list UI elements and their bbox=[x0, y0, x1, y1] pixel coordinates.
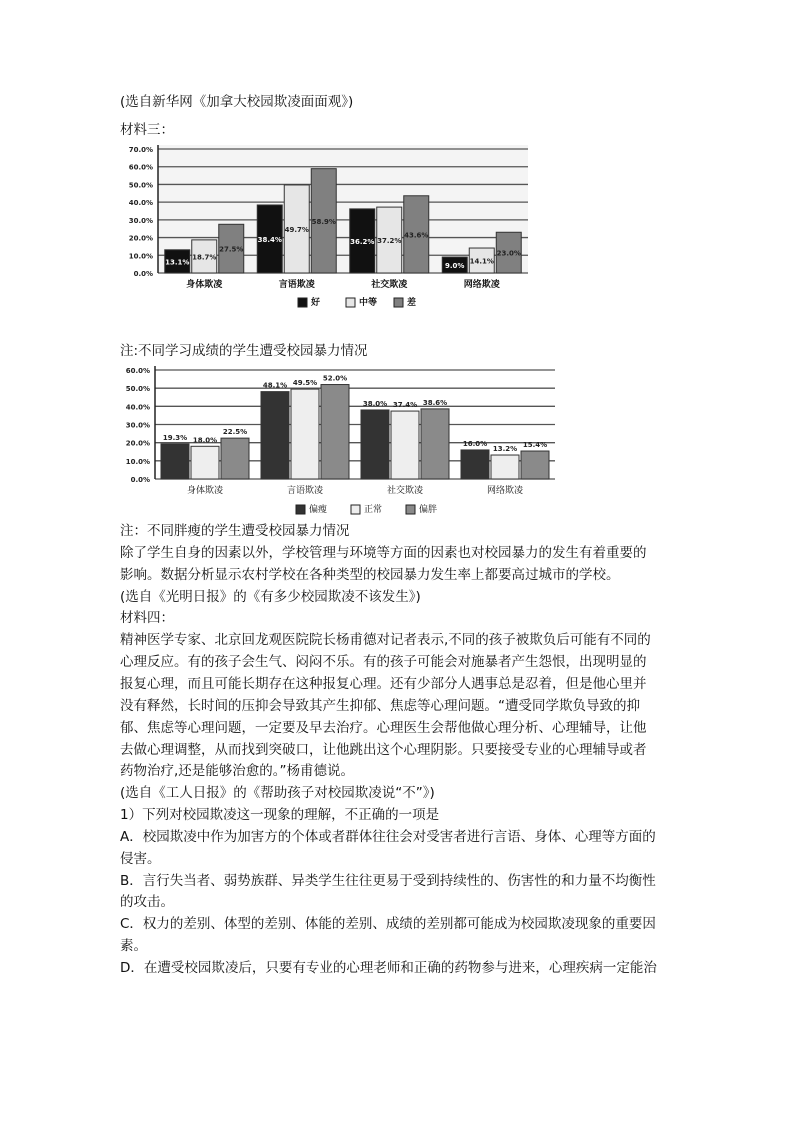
data-label: 58.9% bbox=[311, 217, 336, 226]
data-label: 14.1% bbox=[469, 257, 494, 266]
body-line: 1）下列对校园欺凌这一现象的理解，不正确的一项是 bbox=[120, 807, 440, 824]
bar-正常 bbox=[291, 389, 319, 479]
legend-label: 偏胖 bbox=[419, 505, 438, 515]
y-tick-label: 30.0% bbox=[125, 421, 150, 430]
legend-swatch bbox=[346, 298, 355, 307]
chart-grades bbox=[118, 140, 538, 312]
data-label: 43.6% bbox=[404, 231, 429, 240]
body-line: 素。 bbox=[120, 938, 147, 955]
y-tick-label: 20.0% bbox=[125, 439, 150, 448]
y-tick-label: 60.0% bbox=[128, 163, 153, 172]
data-label: 37.4% bbox=[392, 401, 418, 410]
body-line: 的攻击。 bbox=[120, 894, 174, 911]
legend-swatch bbox=[351, 505, 360, 514]
body-line: C．权力的差别、体型的差别、体能的差别、成绩的差别都可能成为校园欺凌现象的重要因 bbox=[120, 916, 656, 933]
data-label: 38.4% bbox=[257, 235, 282, 244]
body-line: 侵害。 bbox=[120, 850, 161, 867]
data-label: 15.4% bbox=[522, 441, 548, 450]
material-three-heading: 材料三： bbox=[120, 122, 174, 138]
y-tick-label: 0.0% bbox=[133, 270, 153, 278]
bar-偏胖 bbox=[221, 438, 249, 479]
data-label: 36.2% bbox=[350, 237, 375, 246]
chart-body-shape bbox=[118, 360, 568, 520]
body-line: 注：不同胖瘦的学生遭受校园暴力情况 bbox=[120, 523, 350, 539]
y-tick-label: 10.0% bbox=[128, 252, 153, 261]
bar-正常 bbox=[191, 446, 219, 479]
legend-swatch bbox=[394, 298, 403, 307]
bar-偏胖 bbox=[521, 451, 549, 479]
legend-label: 差 bbox=[407, 298, 417, 308]
y-tick-label: 20.0% bbox=[128, 234, 153, 243]
y-tick-label: 50.0% bbox=[128, 181, 153, 190]
body-line: B．言行失当者、弱势族群、异类学生往往更易于受到持续性的、伤害性的和力量不均衡性 bbox=[120, 872, 656, 889]
body-line: 精神医学专家、北京回龙观医院院长杨甫德对记者表示,不同的孩子被欺负后可能有不同的 bbox=[120, 632, 651, 649]
body-line: 除了学生自身的因素以外，学校管理与环境等方面的因素也对校园暴力的发生有着重要的 bbox=[120, 544, 647, 561]
body-line: 药物治疗,还是能够治愈的。”杨甫德说。 bbox=[120, 763, 355, 780]
bar-偏瘦 bbox=[161, 444, 189, 479]
body-line: (选自《工人日报》的《帮助孩子对校园欺凌说“不”》) bbox=[120, 785, 435, 802]
body-line: A．校园欺凌中作为加害方的个体或者群体往往会对受害者进行言语、身体、心理等方面的 bbox=[120, 828, 656, 845]
data-label: 23.0% bbox=[496, 249, 521, 258]
bar-正常 bbox=[391, 411, 419, 479]
data-label: 48.1% bbox=[262, 381, 288, 390]
legend-label: 偏瘦 bbox=[309, 505, 328, 515]
x-tick-label: 社交欺凌 bbox=[386, 486, 424, 496]
x-tick-label: 社交欺凌 bbox=[371, 280, 408, 290]
bar-偏瘦 bbox=[261, 392, 289, 479]
body-line: (选自《光明日报》的《有多少校园欺凌不该发生》) bbox=[120, 588, 421, 605]
legend-label: 中等 bbox=[359, 298, 378, 308]
data-label: 18.0% bbox=[192, 436, 218, 445]
chart1-note: 注:不同学习成绩的学生遭受校园暴力情况 bbox=[120, 343, 368, 359]
body-line: 报复心理，而且可能长期存在这种报复心理。还有少部分人遇事总是忍着，但是他心里并 bbox=[120, 675, 647, 692]
source-line: (选自新华网《加拿大校园欺凌面面观》) bbox=[120, 94, 354, 110]
bar-偏瘦 bbox=[461, 450, 489, 479]
y-tick-label: 0.0% bbox=[130, 476, 150, 484]
y-tick-label: 70.0% bbox=[128, 146, 153, 154]
data-label: 52.0% bbox=[322, 374, 348, 383]
data-label: 18.7% bbox=[192, 253, 217, 262]
bar-正常 bbox=[491, 455, 519, 479]
body-line: 影响。数据分析显示农村学校在各种类型的校园暴力发生率上都要高过城市的学校。 bbox=[120, 566, 620, 583]
data-label: 38.6% bbox=[422, 398, 448, 407]
data-label: 16.0% bbox=[462, 439, 488, 448]
y-tick-label: 30.0% bbox=[128, 216, 153, 225]
y-tick-label: 50.0% bbox=[125, 385, 150, 394]
x-tick-label: 网络欺凌 bbox=[486, 486, 524, 496]
legend-label: 正常 bbox=[364, 505, 383, 515]
y-tick-label: 60.0% bbox=[125, 367, 150, 375]
y-tick-label: 40.0% bbox=[125, 403, 150, 412]
data-label: 9.0% bbox=[445, 262, 465, 271]
y-tick-label: 10.0% bbox=[125, 457, 150, 466]
bar-偏胖 bbox=[321, 385, 349, 479]
legend-swatch bbox=[406, 505, 415, 514]
body-line: 心理反应。有的孩子会生气、闷闷不乐。有的孩子可能会对施暴者产生怨恨，出现明显的 bbox=[120, 654, 647, 671]
data-label: 13.1% bbox=[165, 258, 190, 267]
x-tick-label: 网络欺凌 bbox=[463, 280, 500, 290]
data-label: 49.5% bbox=[292, 379, 318, 388]
bar-偏瘦 bbox=[361, 410, 389, 479]
legend-swatch bbox=[298, 298, 307, 307]
data-label: 22.5% bbox=[222, 428, 248, 437]
legend-label: 好 bbox=[311, 298, 321, 308]
body-line: 材料四： bbox=[120, 610, 174, 627]
data-label: 27.5% bbox=[219, 245, 244, 254]
body-line: 郁、焦虑等心理问题，一定要及早去治疗。心理医生会帮他做心理分析、心理辅导，让他 bbox=[120, 719, 647, 736]
x-tick-label: 身体欺凌 bbox=[186, 280, 223, 290]
x-tick-label: 言语欺凌 bbox=[278, 280, 315, 290]
legend-swatch bbox=[296, 505, 305, 514]
bar-偏胖 bbox=[421, 409, 449, 479]
data-label: 13.2% bbox=[492, 445, 518, 454]
data-label: 38.0% bbox=[362, 399, 388, 408]
x-tick-label: 言语欺凌 bbox=[286, 486, 324, 496]
body-line: 去做心理调整，从而找到突破口，让他跳出这个心理阴影。只要接受专业的心理辅导或者 bbox=[120, 741, 647, 758]
data-label: 19.3% bbox=[162, 433, 188, 442]
data-label: 37.2% bbox=[377, 237, 402, 246]
x-tick-label: 身体欺凌 bbox=[186, 486, 224, 496]
y-tick-label: 40.0% bbox=[128, 199, 153, 208]
data-label: 49.7% bbox=[284, 225, 309, 234]
body-line: 没有释然，长时间的压抑会导致其产生抑郁、焦虑等心理问题。“遭受同学欺负导致的抑 bbox=[120, 697, 640, 714]
body-line: D．在遭受校园欺凌后，只要有专业的心理老师和正确的药物参与进来，心理疾病一定能治 bbox=[120, 960, 657, 976]
